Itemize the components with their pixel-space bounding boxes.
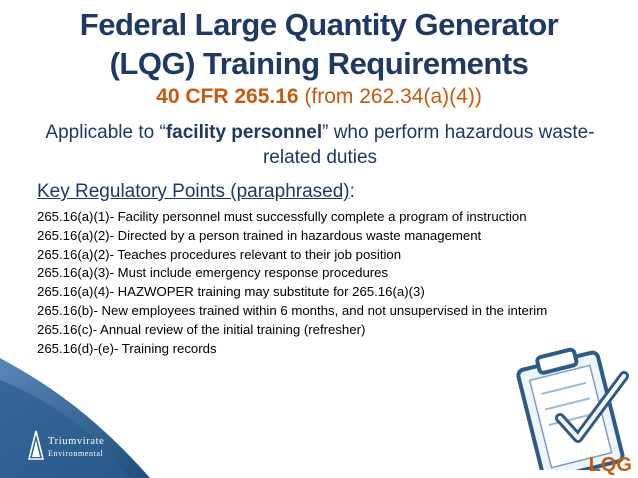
logo-line-1: Triumvirate [48, 436, 105, 447]
key-points-heading-colon: : [349, 181, 355, 202]
triumvirate-logo-icon [28, 430, 44, 460]
cfr-subtitle [0, 84, 638, 110]
company-logo-text [48, 436, 104, 460]
regulatory-points-list [37, 208, 547, 358]
list-item: 265.16(a)(1)- Facility personnel must successfully complete a program of instruction [37, 209, 527, 224]
slide-title-line-2: (LQG) Training Requirements [109, 46, 529, 81]
key-points-heading-text: Key Regulatory Points (paraphrased) [37, 181, 350, 202]
list-item: 265.16(a)(2)- Directed by a person trained in hazardous waste management [37, 227, 482, 243]
list-item: 265.16(a)(2)- Teaches procedures relevant to their job position [37, 246, 402, 262]
list-item: 265.16(c)- Annual review of the initial training (refresher) [37, 321, 366, 337]
cfr-citation: 40 CFR 265.16 [156, 85, 299, 108]
slide-title-line-1: Federal Large Quantity Generator [79, 7, 559, 42]
applicable-prefix: Applicable to “ [45, 122, 166, 143]
list-item: 265.16(a)(3)- Must include emergency response procedures [37, 265, 389, 281]
applicability-statement [20, 120, 620, 170]
clipboard-checklist-icon [498, 330, 638, 470]
list-item: 265.16(b)- New employees trained within 6 months, and not unsupervised in the interim [37, 302, 548, 318]
lqg-corner-label: LQG [588, 454, 632, 476]
list-item: 265.16(d)-(e)- Training records [37, 340, 217, 356]
applicable-suffix: ” who perform hazardous waste-related duties [262, 122, 595, 168]
logo-line-2: Environmental [48, 449, 104, 458]
applicable-emphasis: facility personnel [165, 122, 323, 143]
key-points-heading [37, 180, 355, 204]
cfr-source: (from 262.34(a)(4)) [298, 85, 482, 108]
list-item: 265.16(a)(4)- HAZWOPER training may substitute for 265.16(a)(3) [37, 284, 425, 300]
